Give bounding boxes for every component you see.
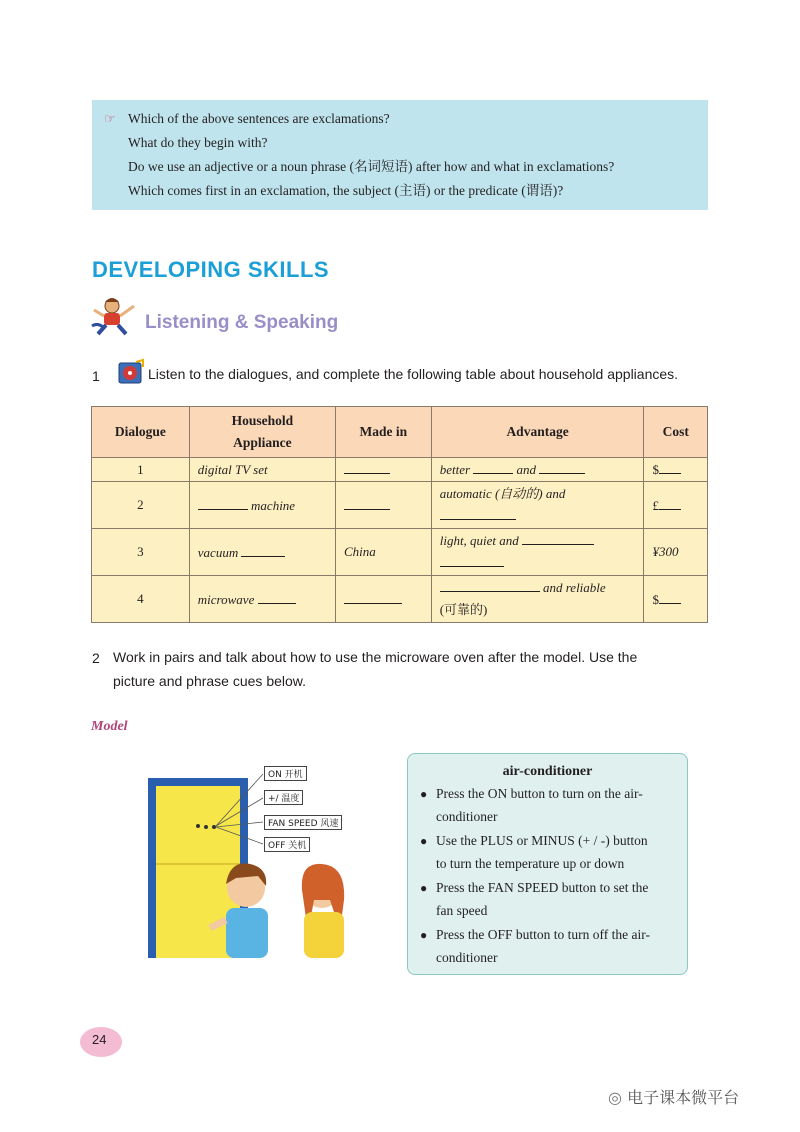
cell-advantage[interactable]	[431, 529, 644, 576]
cost-blank[interactable]	[659, 497, 681, 510]
pointing-hand-icon: ☞	[104, 111, 116, 126]
cell-advantage[interactable]	[431, 458, 644, 482]
advantage-text: (可靠的)	[439, 602, 488, 617]
table-row	[92, 482, 708, 529]
advantage-blank[interactable]	[440, 554, 504, 567]
made-in-blank[interactable]	[344, 497, 390, 510]
question-1-text: Listen to the dialogues, and complete the following table about household appliances.	[148, 366, 679, 382]
header-dialogue: Dialogue	[92, 407, 190, 458]
cell-made-in[interactable]	[335, 482, 431, 529]
cell-made-in[interactable]	[335, 576, 431, 623]
cost-blank[interactable]	[659, 591, 681, 604]
header-appliance-line2: Appliance	[233, 435, 292, 450]
grammar-question-3: Do we use an adjective or a noun phrase (名词短语) after how and what in exclamations?	[128, 159, 615, 174]
cell-cost[interactable]	[644, 458, 708, 482]
audio-cd-icon	[116, 358, 146, 386]
cell-dialogue: 2	[92, 482, 190, 529]
appliance-text: machine	[251, 497, 296, 513]
cell-appliance[interactable]	[189, 576, 335, 623]
bullet-icon: ●	[420, 787, 428, 801]
wechat-icon: ◎	[608, 1088, 622, 1107]
question-2-line1: Work in pairs and talk about how to use the microware oven after the model. Use the	[113, 649, 638, 665]
temperature-button-label: +/ 温度	[264, 790, 303, 805]
appliance-blank[interactable]	[258, 591, 296, 604]
cue-item-line: conditioner	[436, 809, 498, 824]
header-advantage: Advantage	[431, 407, 644, 458]
appliance-text: vacuum	[197, 544, 239, 560]
made-in-blank[interactable]	[344, 461, 390, 474]
cost-symbol: $	[652, 591, 659, 607]
bullet-icon: ●	[420, 834, 428, 848]
cue-item-line: to turn the temperature up or down	[436, 856, 625, 871]
header-cost: Cost	[644, 407, 708, 458]
air-conditioner-illustration	[118, 760, 370, 958]
table-row	[92, 458, 708, 482]
watermark	[608, 1085, 739, 1108]
page-number: 24	[92, 1032, 107, 1047]
grammar-question-2: What do they begin with?	[128, 135, 268, 150]
cell-cost[interactable]	[644, 482, 708, 529]
grammar-question-box	[92, 100, 708, 210]
cue-box-title: air-conditioner	[502, 764, 593, 779]
table-row	[92, 576, 708, 623]
cell-appliance[interactable]	[189, 482, 335, 529]
cell-cost: ¥300	[644, 529, 708, 576]
cue-item	[436, 923, 680, 969]
on-button-label: ON 开机	[264, 766, 307, 781]
advantage-blank[interactable]	[522, 532, 594, 545]
advantage-text: better	[439, 462, 471, 477]
model-label: Model	[91, 719, 128, 734]
cell-made-in: China	[335, 529, 431, 576]
cell-appliance[interactable]	[189, 529, 335, 576]
cost-symbol: $	[652, 462, 659, 477]
section-title: DEVELOPING SKILLS	[92, 257, 330, 282]
watermark-text: 电子课本微平台	[627, 1088, 740, 1107]
cost-symbol: £	[652, 497, 659, 513]
appliance-text: microwave	[197, 591, 255, 607]
household-appliances-table	[91, 406, 708, 623]
bullet-icon: ●	[420, 928, 428, 942]
fan-speed-button-label: FAN SPEED 风速	[264, 815, 342, 830]
question-2-line2: picture and phrase cues below.	[113, 673, 307, 689]
cue-item	[436, 829, 680, 875]
cell-appliance: digital TV set	[189, 458, 335, 482]
bullet-icon: ●	[420, 881, 428, 895]
appliance-blank[interactable]	[198, 497, 248, 510]
air-conditioner-drawing	[118, 760, 370, 958]
cell-advantage[interactable]	[431, 576, 644, 623]
cue-item-line: conditioner	[436, 950, 498, 965]
cost-blank[interactable]	[659, 461, 681, 474]
phrase-cue-box	[407, 753, 688, 975]
cell-dialogue: 4	[92, 576, 190, 623]
advantage-text: and reliable	[542, 580, 606, 595]
grammar-question-4: Which comes first in an exclamation, the subject (主语) or the predicate (谓语)?	[128, 183, 564, 198]
cue-item-line: fan speed	[436, 903, 488, 918]
advantage-text: automatic (自动的) and	[439, 486, 566, 501]
question-1-number: 1	[92, 368, 100, 384]
off-button-label: OFF 关机	[264, 837, 310, 852]
appliance-blank[interactable]	[241, 544, 285, 557]
cell-advantage[interactable]	[431, 482, 644, 529]
header-appliance-line1: Household	[231, 413, 294, 428]
cell-cost[interactable]	[644, 576, 708, 623]
question-2-number: 2	[92, 650, 100, 666]
cue-item-line: Use the PLUS or MINUS (+ / -) button	[436, 833, 648, 848]
grammar-question-1: Which of the above sentences are exclamations?	[128, 111, 390, 126]
speaking-figure-icon	[90, 296, 140, 336]
subsection-title: Listening & Speaking	[145, 312, 339, 333]
cue-item-line: Press the ON button to turn on the air-	[436, 786, 643, 801]
advantage-blank[interactable]	[473, 461, 513, 474]
header-made-in: Made in	[335, 407, 431, 458]
cue-item	[436, 782, 680, 828]
advantage-blank[interactable]	[440, 507, 516, 520]
page-number-badge	[80, 1027, 122, 1057]
cell-made-in[interactable]	[335, 458, 431, 482]
cue-item-line: Press the OFF button to turn off the air-	[436, 927, 650, 942]
advantage-text: and	[516, 462, 537, 477]
table-row	[92, 529, 708, 576]
made-in-blank[interactable]	[344, 591, 402, 604]
cell-dialogue: 3	[92, 529, 190, 576]
advantage-blank[interactable]	[440, 579, 540, 592]
advantage-blank[interactable]	[539, 461, 585, 474]
cue-item-line: Press the FAN SPEED button to set the	[436, 880, 649, 895]
header-appliance	[189, 407, 335, 458]
cell-dialogue: 1	[92, 458, 190, 482]
cue-item	[436, 876, 680, 922]
advantage-text: light, quiet and	[439, 533, 519, 548]
table-header-row	[92, 407, 708, 458]
